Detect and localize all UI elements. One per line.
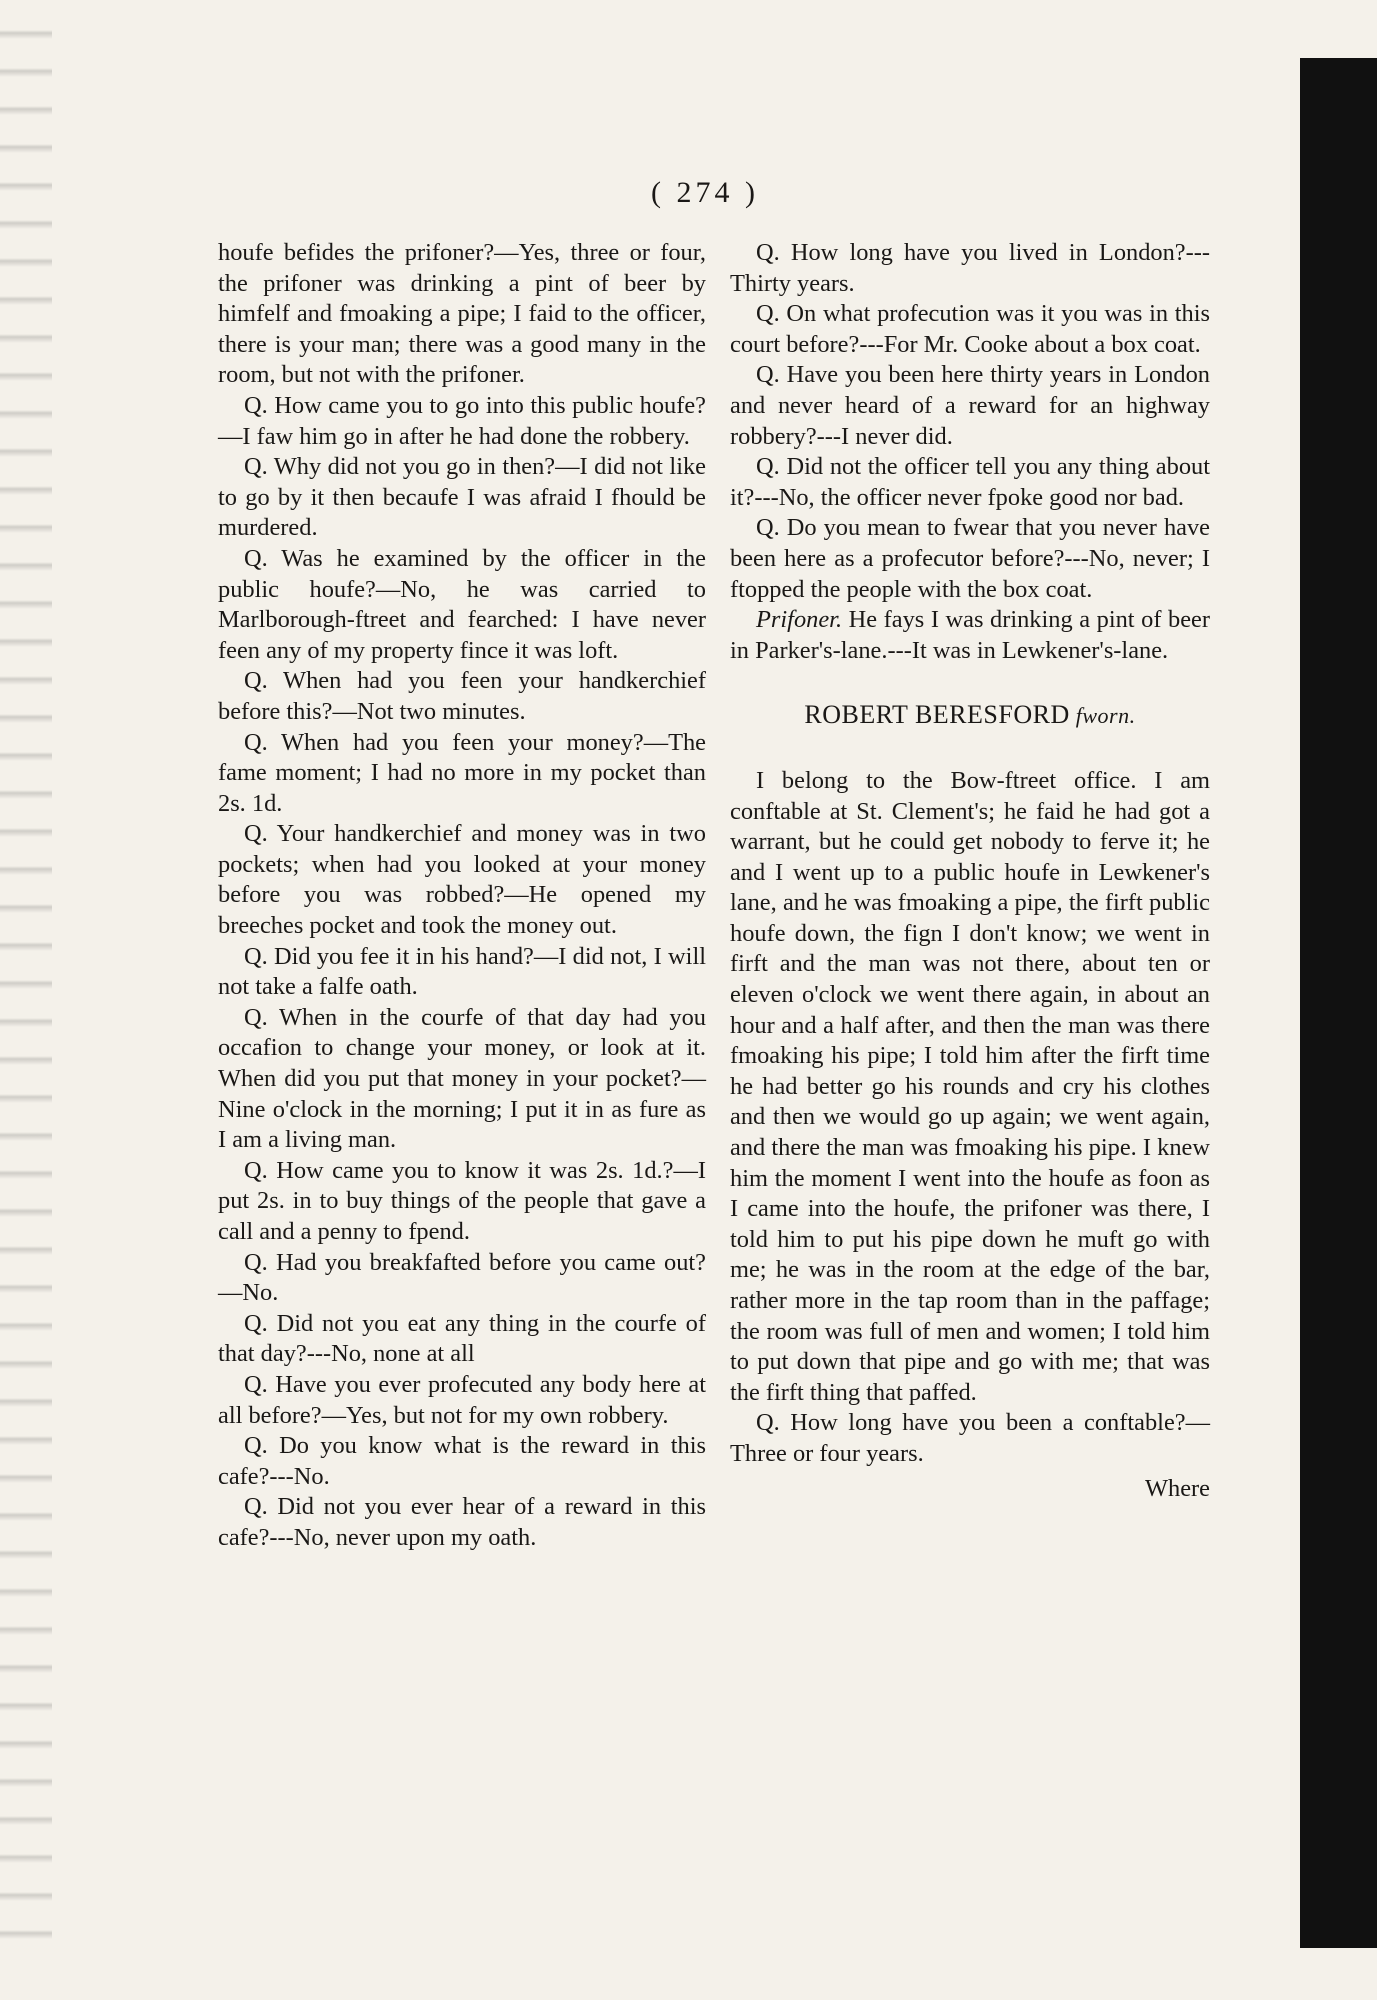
paragraph: I belong to the Bow-ftreet office. I am conftable at St. Clement's; he faid he had got a warrant, but he could get nobody to ferve it; he and I went up to a public houfe in Lewkener's lane, and he was fmoaking a pipe, the firft public houfe down, the fign I don't know; we went in firft and the man was not there, about ten or eleven o'clock we went there again, in about an hour and a half after, and then the man was there fmoaking his pipe; I told him after the firft time he had better go his rounds and cry his clothes and then we would go up again; we went again, and there the man was fmoaking his pipe. I knew him the moment I went into the houfe as foon as I came into the houfe, the prifoner was there, I told him to put his pipe down he muft go with me; he was in the room at the edge of the bar, rather more in the tap room than in the paffage; the room was full of men and women; I told him to put down that pipe and go with me; that was the firft thing that paffed. — [730, 766, 1210, 1406]
paragraph: Q. Why did not you go in then?—I did not like to go by it then becaufe I was afraid I fhould be murdered. — [218, 453, 706, 542]
witness-heading — [730, 700, 1210, 732]
prisoner-statement — [730, 605, 1210, 666]
paragraph: Q. Did not you eat any thing in the courfe of that day?---No, none at all — [218, 1309, 706, 1368]
page-number: ( 274 ) — [651, 176, 759, 209]
paragraph: Q. Do you mean to fwear that you never have been here as a profecutor before?---No, never; I ftopped the people with the box coat. — [730, 514, 1210, 603]
scan-right-edge — [1300, 58, 1377, 1948]
catchword: Where — [1145, 1474, 1210, 1502]
witness-sworn: fworn. — [1075, 703, 1136, 729]
paragraph: Q. When had you feen your money?—The fame moment; I had no more in my pocket than 2s. 1d. — [218, 728, 706, 817]
prisoner-text: He fays I was drinking a pint of beer in Parker's-lane.---It was in Lewkener's-lane. — [730, 606, 1210, 664]
paragraph: Q. When had you feen your handkerchief before this?—Not two minutes. — [218, 667, 706, 725]
paragraph: Q. Have you ever profecuted any body here at all before?—Yes, but not for my own robbery. — [218, 1370, 706, 1429]
paragraph: Q. Had you breakfafted before you came out?—No. — [218, 1248, 706, 1307]
paragraph: Q. How came you to go into this public houfe?—I faw him go in after he had done the robbery. — [218, 391, 706, 450]
paragraph: Q. Did not you ever hear of a reward in this cafe?---No, never upon my oath. — [218, 1493, 706, 1551]
scan-left-edge — [0, 30, 52, 1960]
right-column — [730, 238, 1210, 1504]
paragraph: Q. How long have you been a conftable?—Three or four years. — [730, 1409, 1210, 1467]
paragraph: Q. On what profecution was it you was in this court before?---For Mr. Cooke about a box coat. — [730, 300, 1210, 358]
paragraph: Q. Was he examined by the officer in the public houfe?—No, he was carried to Marlborough-ftreet and fearched: I have never feen any of my property fince it was loft. — [218, 544, 706, 664]
paragraph: Q. How came you to know it was 2s. 1d.?—I put 2s. in to buy things of the people that gave a call and a penny to fpend. — [218, 1156, 706, 1245]
paragraph: Q. Did not the officer tell you any thing about it?---No, the officer never fpoke good nor bad. — [730, 453, 1210, 511]
paragraph: Q. Your handkerchief and money was in two pockets; when had you looked at your money before you was robbed?—He opened my breeches pocket and took the money out. — [218, 820, 706, 940]
paragraph: Q. Have you been here thirty years in London and never heard of a reward for an highway robbery?---I never did. — [730, 361, 1210, 450]
left-column — [218, 238, 706, 1554]
paragraph: Q. Did you fee it in his hand?—I did not, I will not take a falfe oath. — [218, 942, 706, 1001]
paragraph: Q. How long have you lived in London?---Thirty years. — [730, 239, 1210, 297]
prisoner-label: Prifoner. — [756, 606, 843, 634]
paragraph: Q. When in the courfe of that day had you occafion to change your money, or look at it. When did you put that money in your pocket?—Nine o'clock in the morning; I put it in as fure as I am a living man. — [218, 1003, 706, 1154]
witness-name: ROBERT BERESFORD — [804, 700, 1070, 730]
paragraph: Q. Do you know what is the reward in this cafe?---No. — [218, 1432, 706, 1490]
paragraph: houfe befides the prifoner?—Yes, three or four, the prifoner was drinking a pint of beer by himfelf and fmoaking a pipe; I faid to the officer, there is your man; there was a good many in the room, but not with the prifoner. — [218, 239, 706, 389]
